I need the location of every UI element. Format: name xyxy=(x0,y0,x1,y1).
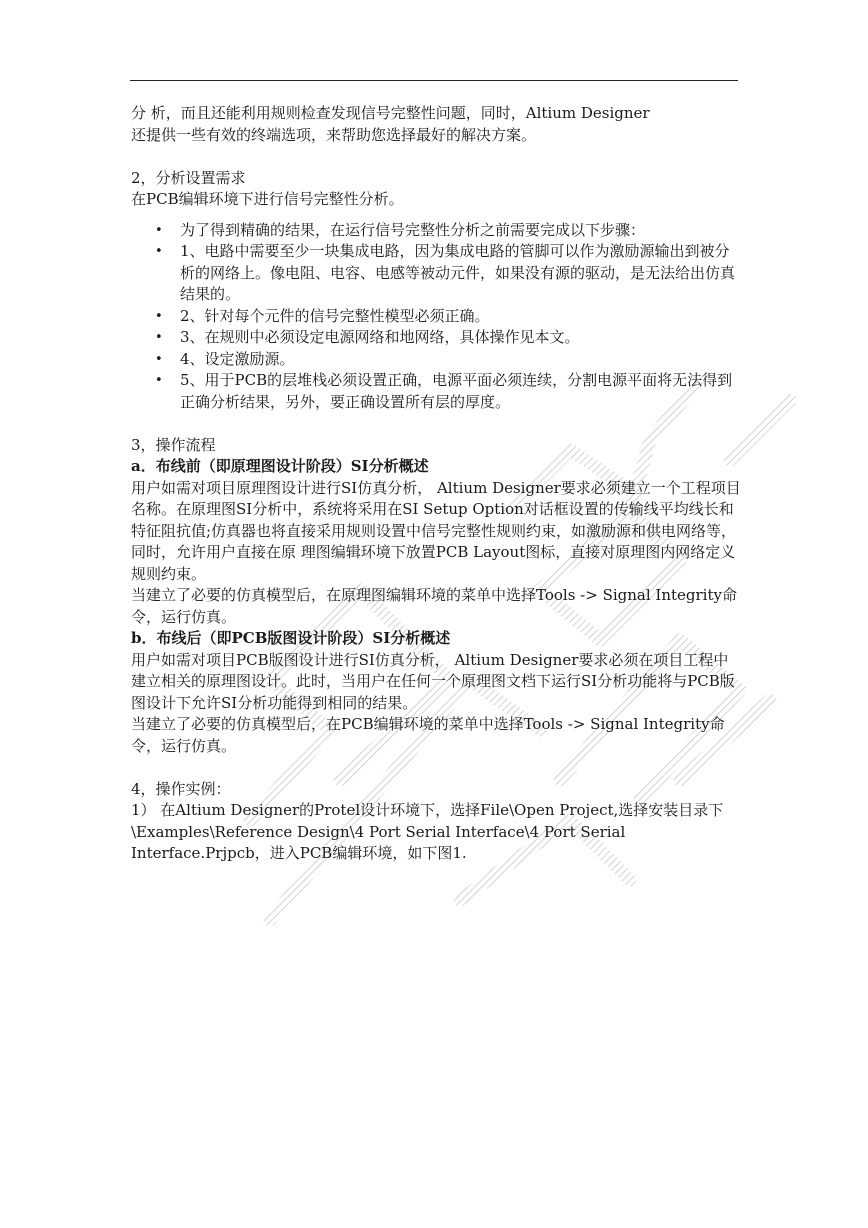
section-4-para: 1） 在Altium Designer的Protel设计环境下，选择File\Open Project,选择安装目录下 \Examples\Reference Design\4 Port Serial Interface\4 Port Serial Interface.Prjpcb，进入PCB编辑环境，如下图1. xyxy=(131,801,724,862)
subsection-a-para-2: 当建立了必要的仿真模型后，在原理图编辑环境的菜单中选择Tools -> Signal Integrity命令，运行仿真。 xyxy=(131,586,737,626)
list-item: • 3、在规则中必须设定电源网络和地网络，具体操作见本文。 xyxy=(180,327,741,349)
list-item: • 2、针对每个元件的信号完整性模型必须正确。 xyxy=(180,306,741,328)
subsection-b-heading: b．布线后（即PCB版图设计阶段）SI分析概述 xyxy=(131,629,451,647)
header-rule xyxy=(130,80,738,81)
setup-steps-list xyxy=(131,220,741,414)
list-item: • 5、用于PCB的层堆栈必须设置正确，电源平面必须连续，分割电源平面将无法得到正确分析结果，另外，要正确设置所有层的厚度。 xyxy=(180,370,741,413)
section-2-text: 在PCB编辑环境下进行信号完整性分析。 xyxy=(131,190,404,208)
subsection-a-para-1: 用户如需对项目原理图设计进行SI仿真分析， Altium Designer要求必须建立一个工程项目名称。在原理图SI分析中，系统将采用在SI Setup Option对话框设置的传输线平均线长和特征阻抗值;仿真器也将直接采用规则设置中信号完整性规则约束，如激励源和供电网络等，同时，允许用户直接在原 理图编辑环境下放置PCB Layout图标，直接对原理图内网络定义规则约束。 xyxy=(131,478,741,583)
intro-line-1: 分 析，而且还能利用规则检查发现信号完整性问题，同时，Altium Designer xyxy=(131,104,650,122)
subsection-b-para-1: 用户如需对项目PCB版图设计进行SI仿真分析， Altium Designer要求必须在项目工程中建立相关的原理图设计。此时，当用户在任何一个原理图文档下运行SI分析功能将与PCB版图设计下允许SI分析功能得到相同的结果。 xyxy=(131,650,735,712)
section-2-heading: 2，分析设置需求 xyxy=(131,168,246,187)
list-item: • 1、电路中需要至少一块集成电路，因为集成电路的管脚可以作为激励源输出到被分析的网络上。像电阻、电容、电感等被动元件，如果没有源的驱动，是无法给出仿真结果的。 xyxy=(180,241,741,306)
intro-line-2: 还提供一些有效的终端选项，来帮助您选择最好的解决方案。 xyxy=(131,125,537,144)
section-3-heading: 3，操作流程 xyxy=(131,435,216,454)
subsection-b-para-2: 当建立了必要的仿真模型后，在PCB编辑环境的菜单中选择Tools -> Signal Integrity命令，运行仿真。 xyxy=(131,715,725,755)
section-4-heading: 4，操作实例： xyxy=(131,779,231,798)
document-body xyxy=(131,103,741,865)
subsection-a-heading: a．布线前（即原理图设计阶段）SI分析概述 xyxy=(131,457,429,475)
list-item: • 为了得到精确的结果，在运行信号完整性分析之前需要完成以下步骤： xyxy=(180,220,741,242)
list-item: • 4、设定激励源。 xyxy=(180,349,741,371)
